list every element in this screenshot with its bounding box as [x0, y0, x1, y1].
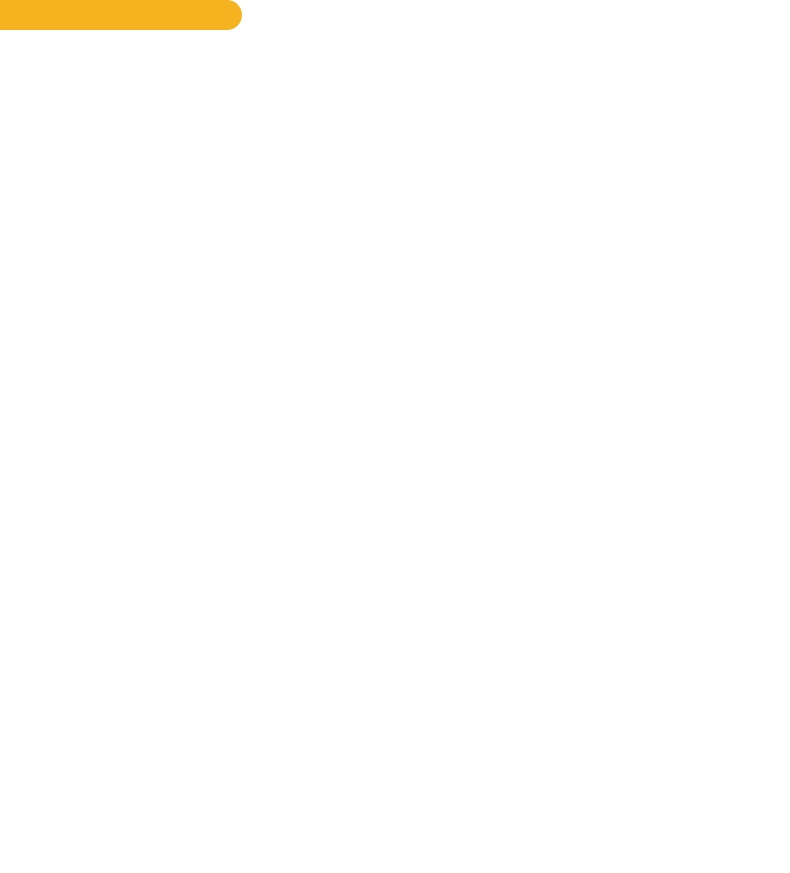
table-title — [0, 0, 242, 30]
title-bar — [0, 0, 790, 30]
